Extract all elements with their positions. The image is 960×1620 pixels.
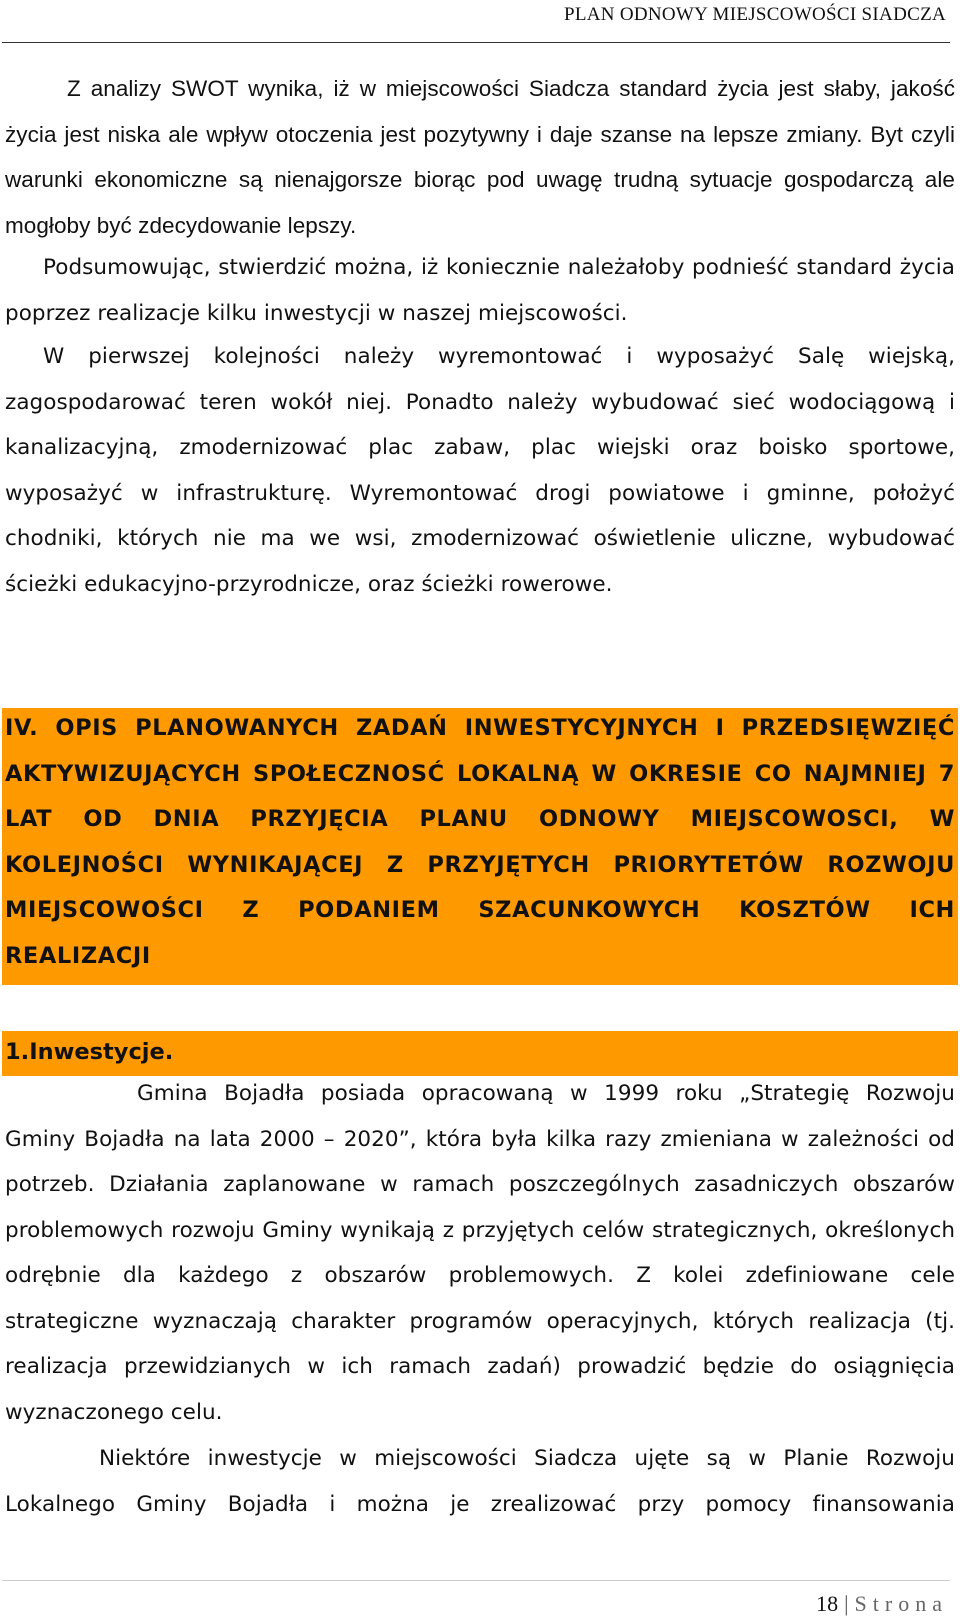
page-separator: | bbox=[844, 1591, 849, 1616]
page-word: Strona bbox=[854, 1591, 948, 1616]
paragraph-investments: Niektóre inwestycje w miejscowości Siadcza ujęte są w Planie Rozwoju Lokalnego Gminy Bojadła i można je zrealizować przy pomocy finansowania bbox=[5, 1446, 955, 1517]
paragraph-priorities: W pierwszej kolejności należy wyremontować i wyposażyć Salę wiejską, zagospodarować teren wokół niej. Ponadto należy wybudować sieć wodociągową i kanalizacyjną, zmodernizować plac zabaw, plac wiejski oraz boisko sportowe, wyposażyć w infrastrukturę. Wyremontować drogi powiatowe i gminne, położyć chodniki, których nie ma we wsi, zmodernizować oświetlenie uliczne, wybudować ścieżki edukacyjno-przyrodnicze, oraz ścieżki rowerowe. bbox=[5, 344, 955, 597]
running-header: PLAN ODNOWY MIEJSCOWOŚCI SIADCZA bbox=[563, 4, 946, 25]
page-footer bbox=[816, 1591, 948, 1617]
page-number: 18 bbox=[816, 1591, 839, 1616]
paragraph-strategy: Gmina Bojadła posiada opracowaną w 1999 roku „Strategię Rozwoju Gminy Bojadła na lata 2000 – 2020”, która była kilka razy zmieniana w zależności od potrzeb. Działania zaplanowane w ramach poszczególnych zasadniczych obszarów problemowych rozwoju Gminy wynikają z przyjętych celów strategicznych, określonych odrębnie dla każdego z obszarów problemowych. Z kolei zdefiniowane cele strategiczne wyznaczają charakter programów operacyjnych, których realizacja (tj. realizacja przewidzianych w ich ramach zadań) prowadzić będzie do osiągnięcia wyznaczonego celu. bbox=[5, 1081, 955, 1425]
header-divider bbox=[2, 42, 950, 43]
section-heading: IV. OPIS PLANOWANYCH ZADAŃ INWESTYCYJNYCH I PRZEDSIĘWZIĘĆ AKTYWIZUJĄCYCH SPOŁECZNOSĆ LOKALNĄ W OKRESIE CO NAJMNIEJ 7 LAT OD DNIA PRZYJĘCIA PLANU ODNOWY MIEJSCOWOSCI, W KOLEJNOŚCI WYNIKAJĄCEJ Z PRZYJĘTYCH PRIORYTETÓW ROZWOJU MIEJSCOWOŚCI Z PODANIEM SZACUNKOWYCH KOSZTÓW ICH REALIZACJI bbox=[5, 715, 955, 969]
paragraph-swot-summary: Z analizy SWOT wynika, iż w miejscowości Siadcza standard życia jest słaby, jakość życia jest niska ale wpływ otoczenia jest pozytywny i daje szanse na lepsze zmiany. Byt czyli warunki ekonomiczne są nienajgorsze biorąc pod uwagę trudną sytuacje gospodarczą ale mogłoby być zdecydowanie lepszy. bbox=[5, 76, 955, 238]
footer-divider bbox=[2, 1580, 950, 1581]
paragraph-conclusion: Podsumowując, stwierdzić można, iż koniecznie należałoby podnieść standard życia poprzez realizacje kilku inwestycji w naszej miejscowości. bbox=[5, 255, 955, 326]
subsection-heading: 1.Inwestycje. bbox=[5, 1039, 174, 1065]
